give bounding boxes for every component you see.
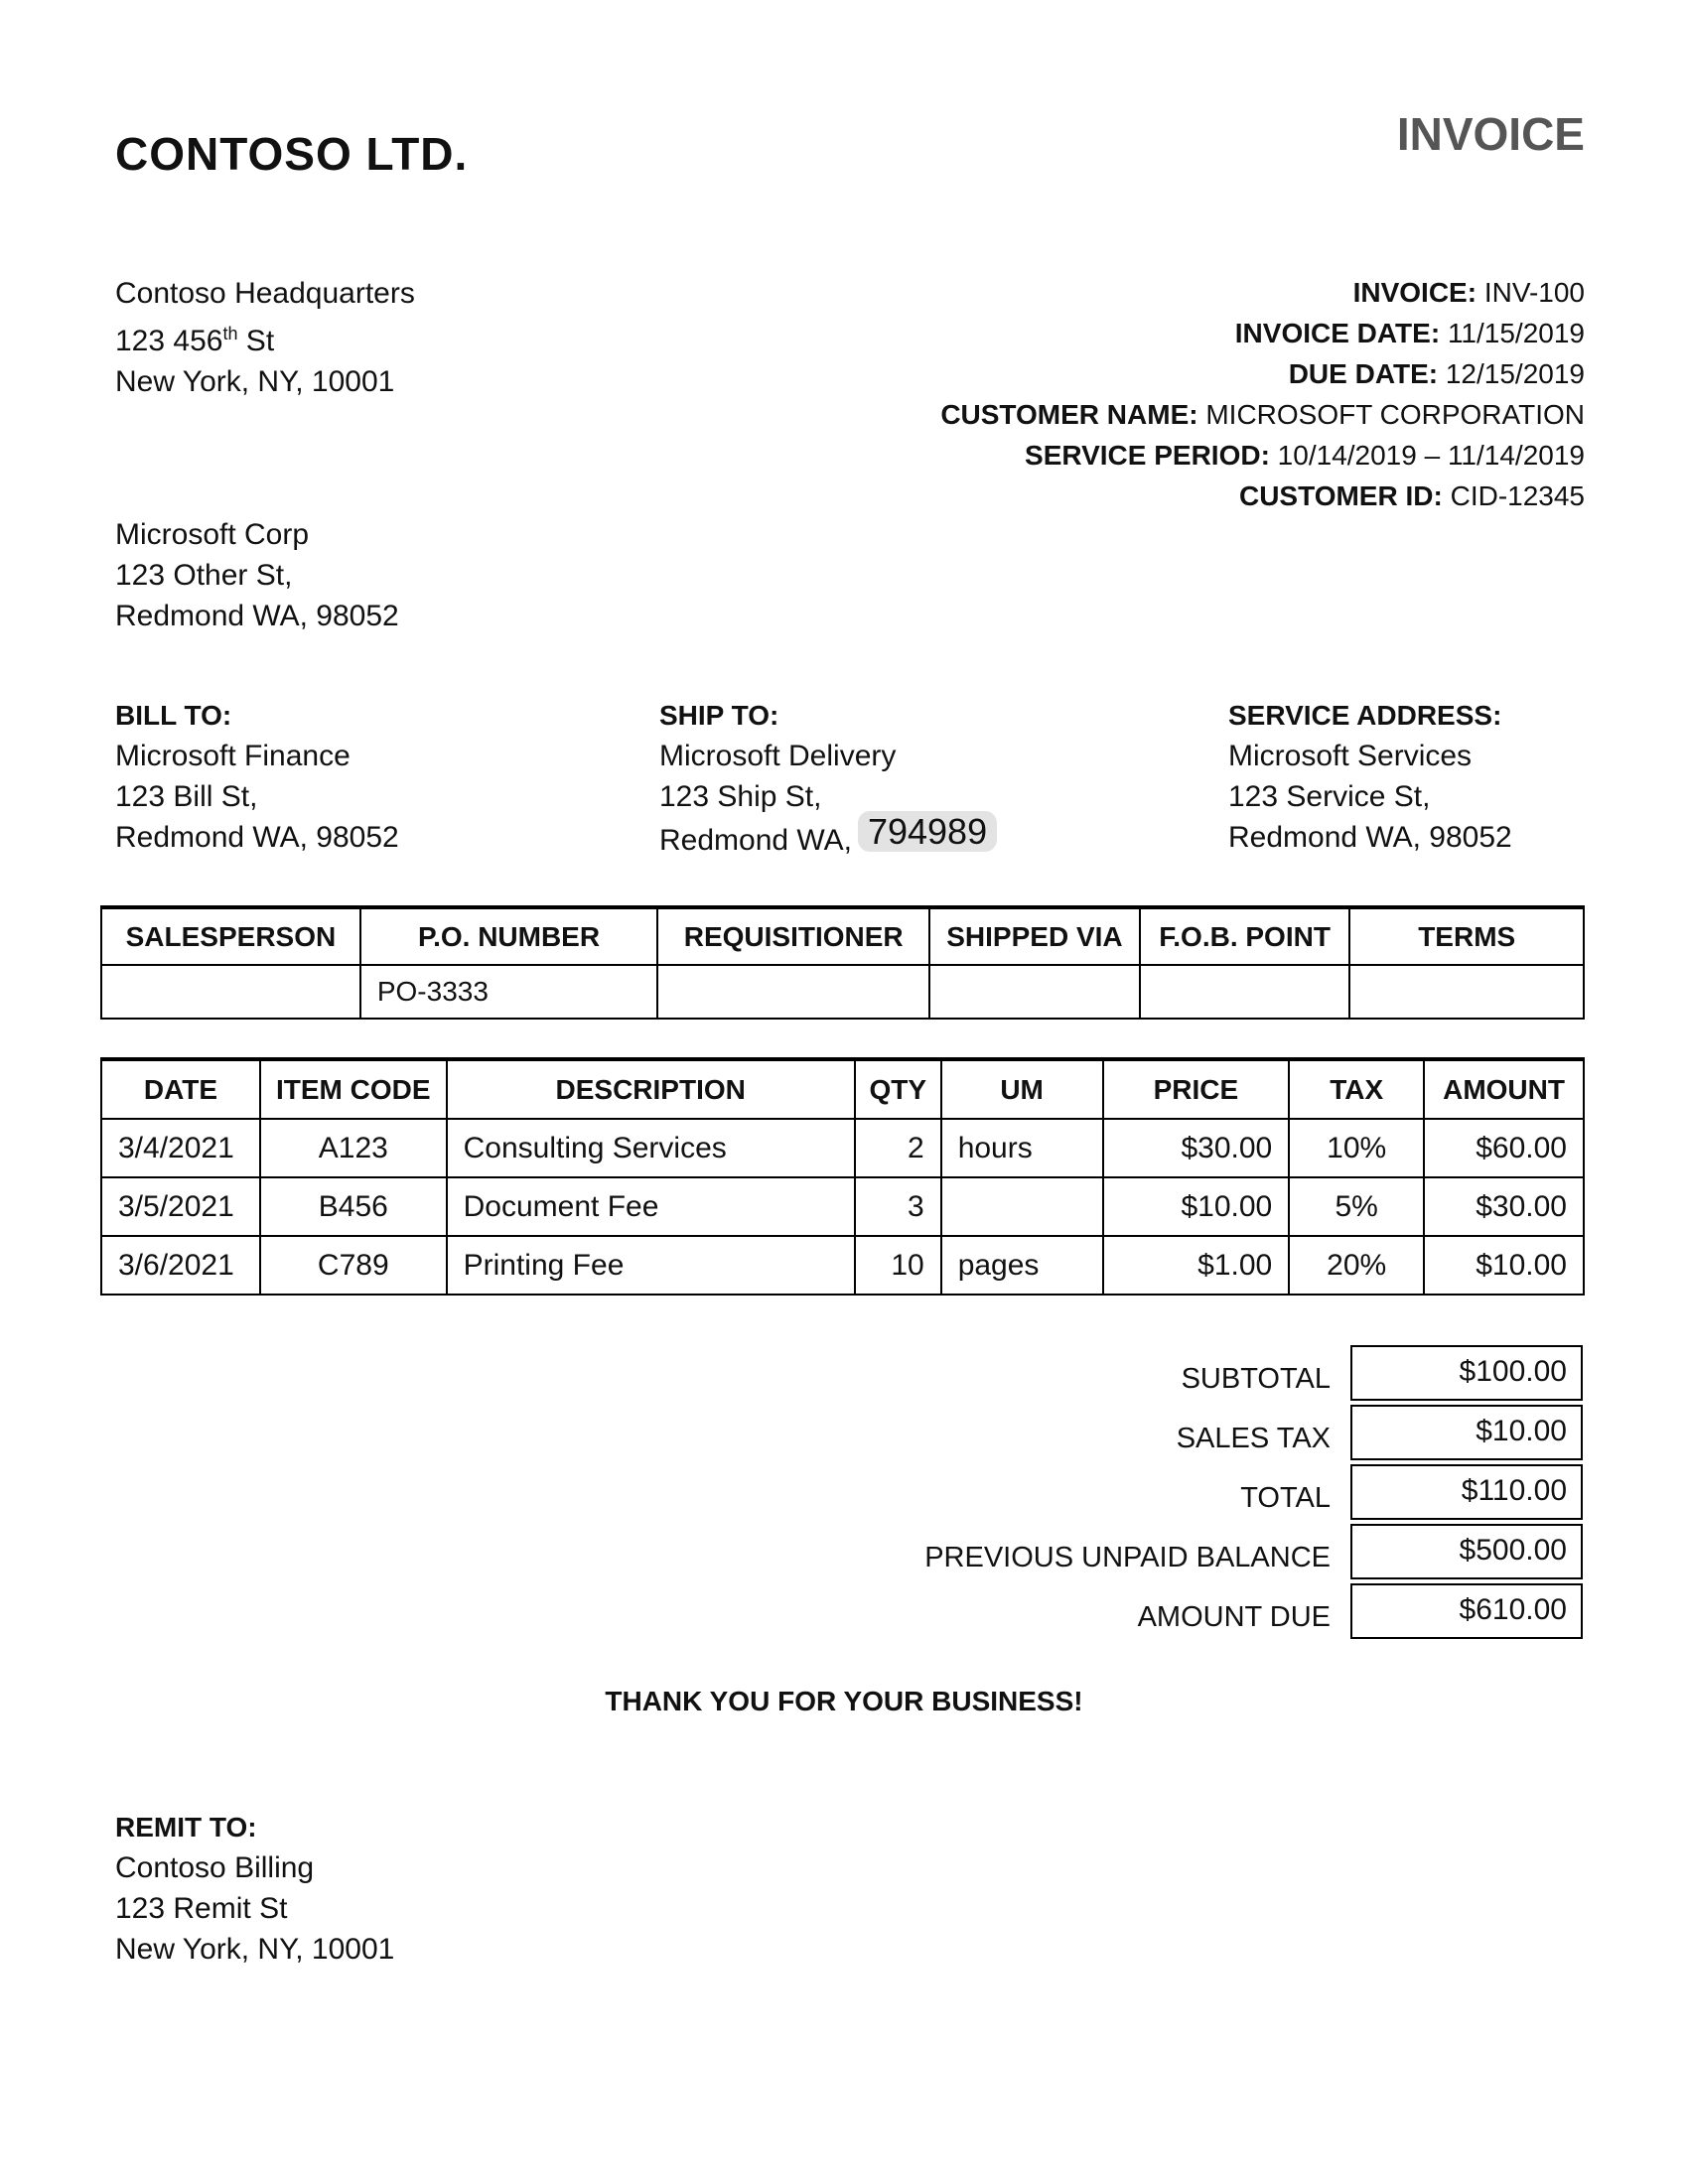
company-address-line2: 123 456th St [115, 324, 275, 357]
cell-requisitioner [657, 965, 929, 1019]
company-name: CONTOSO LTD. [115, 128, 469, 180]
table-row [101, 1119, 1584, 1177]
bill-to-line2: 123 Bill St, [115, 780, 258, 813]
ship-to-block [659, 695, 997, 861]
cell-um [941, 1177, 1103, 1236]
cell-salesperson [101, 965, 360, 1019]
col-qty: QTY [855, 1059, 941, 1119]
cell-description: Document Fee [447, 1177, 855, 1236]
cell-price: $30.00 [1103, 1119, 1290, 1177]
cell-date: 3/6/2021 [101, 1236, 260, 1295]
ship-to-line1: Microsoft Delivery [659, 740, 897, 772]
remit-to-heading: REMIT TO: [115, 1812, 257, 1843]
cell-qty: 2 [855, 1119, 941, 1177]
company-address-line1: Contoso Headquarters [115, 277, 415, 310]
col-requisitioner: REQUISITIONER [657, 907, 929, 965]
meta-service-period: SERVICE PERIOD: 10/14/2019 – 11/14/2019 [1025, 440, 1585, 471]
remit-to-line2: 123 Remit St [115, 1892, 288, 1925]
col-um: UM [941, 1059, 1103, 1119]
customer-address-line2: 123 Other St, [115, 559, 293, 592]
col-shipped-via: SHIPPED VIA [929, 907, 1140, 965]
previous-balance-label: PREVIOUS UNPAID BALANCE [924, 1542, 1331, 1573]
cell-price: $1.00 [1103, 1236, 1290, 1295]
cell-date: 3/5/2021 [101, 1177, 260, 1236]
meta-due-date: DUE DATE: 12/15/2019 [1288, 358, 1585, 389]
cell-fob-point [1140, 965, 1350, 1019]
order-info-row [101, 965, 1584, 1019]
order-info-header-row [101, 907, 1584, 965]
col-description: DESCRIPTION [447, 1059, 855, 1119]
line-items-table [100, 1057, 1585, 1296]
col-item-code: ITEM CODE [260, 1059, 447, 1119]
col-price: PRICE [1103, 1059, 1290, 1119]
cell-amount: $60.00 [1424, 1119, 1584, 1177]
col-amount: AMOUNT [1424, 1059, 1584, 1119]
service-address-heading: SERVICE ADDRESS: [1228, 700, 1502, 731]
cell-um: hours [941, 1119, 1103, 1177]
cell-amount: $10.00 [1424, 1236, 1584, 1295]
service-address-line1: Microsoft Services [1228, 740, 1473, 772]
meta-invoice-date: INVOICE DATE: 11/15/2019 [1234, 318, 1585, 348]
sales-tax-label: SALES TAX [1176, 1423, 1331, 1454]
table-row [101, 1236, 1584, 1295]
thank-you-message: THANK YOU FOR YOUR BUSINESS! [605, 1686, 1083, 1716]
subtotal-label: SUBTOTAL [1181, 1363, 1331, 1395]
cell-qty: 10 [855, 1236, 941, 1295]
cell-tax: 5% [1289, 1177, 1424, 1236]
cell-qty: 3 [855, 1177, 941, 1236]
table-row [101, 1177, 1584, 1236]
sales-tax-value: $10.00 [1350, 1405, 1583, 1460]
meta-customer-id: CUSTOMER ID: CID-12345 [1238, 480, 1585, 511]
cell-tax: 20% [1289, 1236, 1424, 1295]
previous-balance-value: $500.00 [1350, 1524, 1583, 1579]
remit-to-line1: Contoso Billing [115, 1851, 315, 1884]
cell-date: 3/4/2021 [101, 1119, 260, 1177]
cell-tax: 10% [1289, 1119, 1424, 1177]
cell-amount: $30.00 [1424, 1177, 1584, 1236]
invoice-meta [940, 272, 1585, 516]
cell-terms [1349, 965, 1584, 1019]
company-address [115, 273, 415, 402]
ship-to-line2: 123 Ship St, [659, 780, 822, 813]
cell-item-code: B456 [260, 1177, 447, 1236]
meta-customer-name: CUSTOMER NAME: MICROSOFT CORPORATION [940, 399, 1585, 430]
amount-due-label: AMOUNT DUE [1137, 1601, 1331, 1633]
ship-to-heading: SHIP TO: [659, 700, 779, 731]
service-address-line3: Redmond WA, 98052 [1228, 821, 1512, 854]
service-address-line2: 123 Service St, [1228, 780, 1431, 813]
remit-to-line3: New York, NY, 10001 [115, 1933, 395, 1966]
total-label: TOTAL [1240, 1482, 1331, 1514]
cell-po-number: PO-3333 [360, 965, 657, 1019]
col-date: DATE [101, 1059, 260, 1119]
company-address-line3: New York, NY, 10001 [115, 365, 395, 398]
cell-description: Consulting Services [447, 1119, 855, 1177]
cell-description: Printing Fee [447, 1236, 855, 1295]
line-items-header-row [101, 1059, 1584, 1119]
customer-address [115, 514, 399, 636]
col-tax: TAX [1289, 1059, 1424, 1119]
customer-address-line3: Redmond WA, 98052 [115, 600, 399, 632]
cell-price: $10.00 [1103, 1177, 1290, 1236]
cell-item-code: C789 [260, 1236, 447, 1295]
cell-um: pages [941, 1236, 1103, 1295]
meta-invoice: INVOICE: INV-100 [1352, 277, 1585, 308]
total-value: $110.00 [1350, 1464, 1583, 1520]
amount-due-value: $610.00 [1350, 1583, 1583, 1639]
col-salesperson: SALESPERSON [101, 907, 360, 965]
bill-to-line3: Redmond WA, 98052 [115, 821, 399, 854]
bill-to-block [115, 695, 399, 858]
order-info-table [100, 905, 1585, 1020]
col-fob-point: F.O.B. POINT [1140, 907, 1350, 965]
service-address-block [1228, 695, 1512, 858]
bill-to-heading: BILL TO: [115, 700, 232, 731]
cell-shipped-via [929, 965, 1140, 1019]
cell-item-code: A123 [260, 1119, 447, 1177]
remit-to-block [115, 1807, 394, 1970]
subtotal-value: $100.00 [1350, 1345, 1583, 1401]
document-title: INVOICE [1396, 108, 1585, 160]
ship-to-zip: 794989 [858, 811, 997, 852]
col-terms: TERMS [1349, 907, 1584, 965]
customer-address-line1: Microsoft Corp [115, 518, 310, 551]
bill-to-line1: Microsoft Finance [115, 740, 351, 772]
col-po-number: P.O. NUMBER [360, 907, 657, 965]
ship-to-line3: Redmond WA, 794989 [659, 817, 997, 861]
